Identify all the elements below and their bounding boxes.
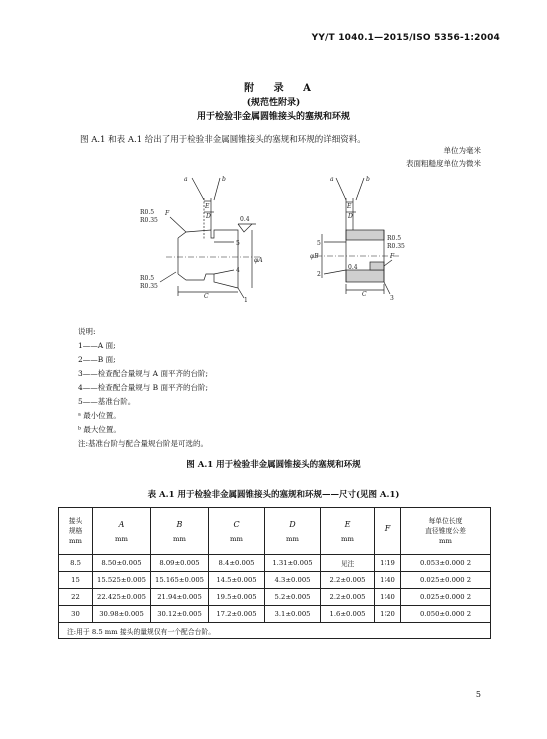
legend-footnote-a: ᵃ 最小位置。: [78, 411, 121, 420]
plug-radius-4: R0.35: [140, 283, 158, 290]
cell-taper: 0.053±0.000 2: [401, 555, 491, 572]
plug-dim-A: φA: [254, 257, 263, 264]
plug-dim-C: C: [204, 293, 209, 300]
ring-label-a: a: [330, 176, 334, 183]
plug-label-a: a: [184, 176, 188, 183]
table-caption: 表 A.1 用于检验非金属圆锥接头的塞规和环规——尺寸(见图 A.1): [147, 490, 400, 500]
ring-radius-2: R0.35: [387, 243, 405, 250]
table-row: [59, 572, 491, 589]
header-A: A mm: [93, 508, 151, 555]
header-F: F: [375, 508, 401, 555]
header-B: B mm: [151, 508, 209, 555]
annex-subtitle: 用于检验非金属圆锥接头的塞规和环规: [196, 112, 350, 122]
unit-note-roughness: 表面粗糙度单位为微米: [406, 159, 481, 168]
ring-dim-E: E: [347, 203, 352, 210]
cell-C: 8.4±0.005: [209, 555, 265, 572]
cell-F: 1∶40: [375, 589, 401, 606]
plug-dim-D: D: [206, 213, 211, 220]
cell-A: 15.525±0.005: [93, 572, 151, 589]
cell-D: 5.2±0.005: [265, 589, 321, 606]
plug-radius-2: R0.35: [140, 217, 158, 224]
legend-item: 5——基准台阶。: [78, 397, 136, 406]
ring-dim-B: φB: [310, 253, 319, 260]
header-size: 接头 规格 mm: [59, 508, 93, 555]
cell-B: 15.165±0.005: [151, 572, 209, 589]
cell-B: 8.09±0.005: [151, 555, 209, 572]
dimensions-table: [58, 507, 491, 639]
header-E: E mm: [321, 508, 375, 555]
standard-number: YY/T 1040.1—2015/ISO 5356-1:2004: [311, 33, 500, 43]
table-note-row: [59, 623, 491, 639]
table-row: [59, 555, 491, 572]
legend-item: 2——B 面;: [78, 355, 116, 364]
cell-E: 2.2±0.005: [321, 572, 375, 589]
plug-chamfer-F: F: [165, 210, 170, 217]
annex-normative: (规范性附录): [246, 98, 301, 108]
ring-dim-C: C: [362, 291, 367, 298]
legend-item: 3——检查配合量规与 A 面平齐的台阶;: [78, 369, 208, 378]
cell-D: 3.1±0.005: [265, 606, 321, 623]
plug-roughness: 0.4: [240, 216, 250, 223]
cell-size: 15: [59, 572, 93, 589]
intro-paragraph: 图 A.1 和表 A.1 给出了用于检验非金属圆锥接头的塞规和环规的详细资料。: [80, 135, 366, 145]
cell-D: 1.31±0.005: [265, 555, 321, 572]
gauge-drawing: [110, 170, 440, 310]
cell-size: 30: [59, 606, 93, 623]
plug-callout-4: 4: [236, 267, 240, 274]
header-taper: 每单位长度 直径锥度公差 mm: [401, 508, 491, 555]
cell-E: 1.6±0.005: [321, 606, 375, 623]
ring-callout-2: 2: [317, 271, 321, 278]
cell-B: 30.12±0.005: [151, 606, 209, 623]
cell-A: 8.50±0.005: [93, 555, 151, 572]
cell-C: 19.5±0.005: [209, 589, 265, 606]
ring-chamfer-F: F: [390, 253, 395, 260]
legend-heading: 说明:: [78, 327, 96, 336]
plug-dim-E: E: [205, 203, 210, 210]
cell-taper: 0.050±0.000 2: [401, 606, 491, 623]
cell-C: 14.5±0.005: [209, 572, 265, 589]
table-row: [59, 589, 491, 606]
plug-label-b: b: [222, 176, 226, 183]
annex-title: 附 录 A: [244, 83, 319, 94]
ring-radius-1: R0.5: [387, 235, 402, 242]
legend-footnote-b: ᵇ 最大位置。: [78, 425, 121, 434]
unit-note-length: 单位为毫米: [443, 146, 481, 155]
plug-callout-1: 1: [244, 297, 248, 304]
cell-A: 22.425±0.005: [93, 589, 151, 606]
ring-roughness: 0.4: [348, 264, 358, 271]
plug-radius-1: R0.5: [140, 209, 155, 216]
table-header-row: [59, 508, 491, 555]
cell-F: 1∶40: [375, 572, 401, 589]
cell-C: 17.2±0.005: [209, 606, 265, 623]
plug-radius-3: R0.5: [140, 275, 155, 282]
legend-item: 1——A 面;: [78, 341, 116, 350]
cell-F: 1∶19: [375, 555, 401, 572]
plug-gauge-figure: [140, 176, 263, 304]
cell-A: 30.98±0.005: [93, 606, 151, 623]
header-D: D mm: [265, 508, 321, 555]
cell-taper: 0.025±0.000 2: [401, 589, 491, 606]
table-row: [59, 606, 491, 623]
table-note: 注:用于 8.5 mm 接头的量规仅有一个配合台阶。: [59, 623, 491, 639]
cell-size: 22: [59, 589, 93, 606]
ring-callout-3: 3: [390, 295, 394, 302]
cell-size: 8.5: [59, 555, 93, 572]
legend-item: 4——检查配合量规与 B 面平齐的台阶;: [78, 383, 209, 392]
legend-note: 注:基准台阶与配合量规台阶是可选的。: [78, 439, 209, 448]
ring-dim-D: D: [348, 213, 353, 220]
cell-E: 2.2±0.005: [321, 589, 375, 606]
cell-D: 4.3±0.005: [265, 572, 321, 589]
plug-callout-5: 5: [236, 240, 240, 247]
ring-callout-5: 5: [317, 240, 321, 247]
ring-gauge-figure: [310, 176, 405, 302]
cell-F: 1∶20: [375, 606, 401, 623]
ring-label-b: b: [366, 176, 370, 183]
cell-taper: 0.025±0.000 2: [401, 572, 491, 589]
cell-B: 21.94±0.005: [151, 589, 209, 606]
figure-caption: 图 A.1 用于检验非金属圆锥接头的塞规和环规: [186, 460, 361, 470]
page-number: 5: [475, 690, 481, 699]
cell-E: 见注: [321, 555, 375, 572]
header-C: C mm: [209, 508, 265, 555]
